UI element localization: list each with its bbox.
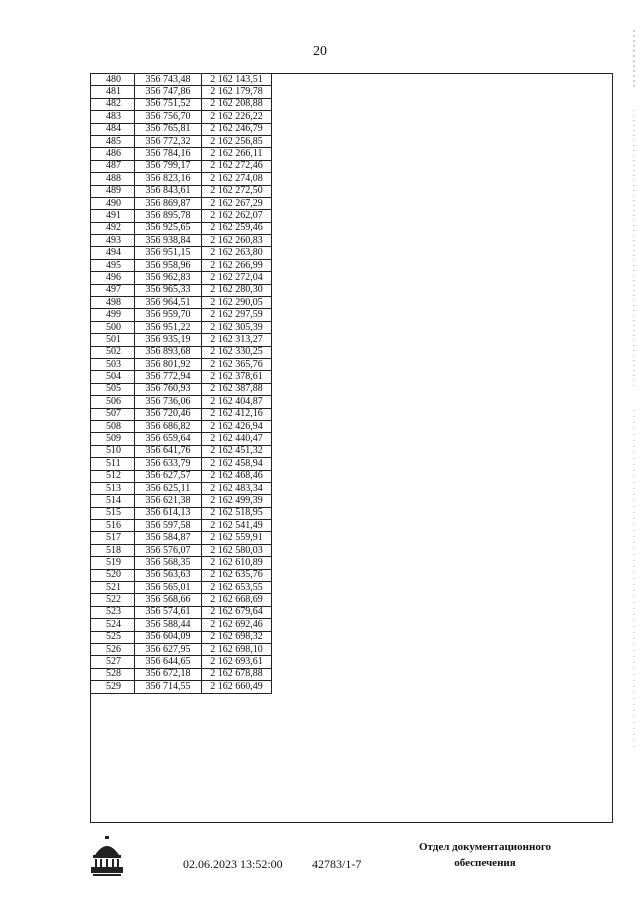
department-line-2: обеспечения bbox=[454, 856, 516, 869]
x-coordinate-cell: 356 714,55 bbox=[135, 681, 202, 693]
point-number-cell: 501 bbox=[91, 334, 135, 346]
margin-stamp-marks bbox=[630, 30, 638, 750]
point-number-cell: 490 bbox=[91, 197, 135, 209]
y-coordinate-cell: 2 162 179,78 bbox=[202, 86, 272, 98]
y-coordinate-cell: 2 162 274,08 bbox=[202, 173, 272, 185]
point-number-cell: 518 bbox=[91, 544, 135, 556]
x-coordinate-cell: 356 720,46 bbox=[135, 408, 202, 420]
table-row bbox=[91, 557, 272, 569]
y-coordinate-cell: 2 162 698,32 bbox=[202, 631, 272, 643]
point-number-cell: 515 bbox=[91, 507, 135, 519]
point-number-cell: 524 bbox=[91, 619, 135, 631]
point-number-cell: 528 bbox=[91, 668, 135, 680]
y-coordinate-cell: 2 162 267,29 bbox=[202, 197, 272, 209]
table-row bbox=[91, 259, 272, 271]
y-coordinate-cell: 2 162 260,83 bbox=[202, 235, 272, 247]
point-number-cell: 491 bbox=[91, 210, 135, 222]
table-row bbox=[91, 160, 272, 172]
table-row bbox=[91, 470, 272, 482]
x-coordinate-cell: 356 588,44 bbox=[135, 619, 202, 631]
y-coordinate-cell: 2 162 679,64 bbox=[202, 606, 272, 618]
y-coordinate-cell: 2 162 272,04 bbox=[202, 272, 272, 284]
page-number: 20 bbox=[313, 44, 327, 59]
y-coordinate-cell: 2 162 387,88 bbox=[202, 383, 272, 395]
table-row bbox=[91, 532, 272, 544]
table-row bbox=[91, 594, 272, 606]
table-row bbox=[91, 309, 272, 321]
table-row bbox=[91, 408, 272, 420]
x-coordinate-cell: 356 962,83 bbox=[135, 272, 202, 284]
x-coordinate-cell: 356 935,19 bbox=[135, 334, 202, 346]
table-row bbox=[91, 396, 272, 408]
table-row bbox=[91, 346, 272, 358]
x-coordinate-cell: 356 563,63 bbox=[135, 569, 202, 581]
table-row bbox=[91, 544, 272, 556]
x-coordinate-cell: 356 772,32 bbox=[135, 135, 202, 147]
point-number-cell: 522 bbox=[91, 594, 135, 606]
table-row bbox=[91, 482, 272, 494]
x-coordinate-cell: 356 644,65 bbox=[135, 656, 202, 668]
x-coordinate-cell: 356 869,87 bbox=[135, 197, 202, 209]
x-coordinate-cell: 356 627,95 bbox=[135, 643, 202, 655]
x-coordinate-cell: 356 625,11 bbox=[135, 482, 202, 494]
table-row bbox=[91, 235, 272, 247]
y-coordinate-cell: 2 162 404,87 bbox=[202, 396, 272, 408]
point-number-cell: 481 bbox=[91, 86, 135, 98]
y-coordinate-cell: 2 162 653,55 bbox=[202, 582, 272, 594]
department-line-1: Отдел документационного bbox=[418, 841, 552, 853]
table-row bbox=[91, 631, 272, 643]
x-coordinate-cell: 356 686,82 bbox=[135, 420, 202, 432]
y-coordinate-cell: 2 162 262,07 bbox=[202, 210, 272, 222]
coordinates-table-body bbox=[91, 74, 272, 694]
y-coordinate-cell: 2 162 313,27 bbox=[202, 334, 272, 346]
y-coordinate-cell: 2 162 610,89 bbox=[202, 557, 272, 569]
y-coordinate-cell: 2 162 426,94 bbox=[202, 420, 272, 432]
x-coordinate-cell: 356 747,86 bbox=[135, 86, 202, 98]
department-stamp bbox=[405, 840, 565, 872]
point-number-cell: 516 bbox=[91, 520, 135, 532]
point-number-cell: 511 bbox=[91, 458, 135, 470]
y-coordinate-cell: 2 162 580,03 bbox=[202, 544, 272, 556]
y-coordinate-cell: 2 162 143,51 bbox=[202, 74, 272, 86]
table-row bbox=[91, 334, 272, 346]
table-row bbox=[91, 458, 272, 470]
table-row bbox=[91, 197, 272, 209]
table-row bbox=[91, 284, 272, 296]
y-coordinate-cell: 2 162 263,80 bbox=[202, 247, 272, 259]
x-coordinate-cell: 356 951,15 bbox=[135, 247, 202, 259]
point-number-cell: 508 bbox=[91, 420, 135, 432]
footer-timestamp: 02.06.2023 13:52:00 bbox=[183, 857, 283, 871]
table-row bbox=[91, 371, 272, 383]
point-number-cell: 495 bbox=[91, 259, 135, 271]
y-coordinate-cell: 2 162 635,76 bbox=[202, 569, 272, 581]
y-coordinate-cell: 2 162 559,91 bbox=[202, 532, 272, 544]
x-coordinate-cell: 356 574,61 bbox=[135, 606, 202, 618]
x-coordinate-cell: 356 784,16 bbox=[135, 148, 202, 160]
x-coordinate-cell: 356 633,79 bbox=[135, 458, 202, 470]
x-coordinate-cell: 356 823,16 bbox=[135, 173, 202, 185]
y-coordinate-cell: 2 162 693,61 bbox=[202, 656, 272, 668]
point-number-cell: 504 bbox=[91, 371, 135, 383]
x-coordinate-cell: 356 799,17 bbox=[135, 160, 202, 172]
table-row bbox=[91, 321, 272, 333]
y-coordinate-cell: 2 162 468,46 bbox=[202, 470, 272, 482]
point-number-cell: 520 bbox=[91, 569, 135, 581]
point-number-cell: 496 bbox=[91, 272, 135, 284]
table-row bbox=[91, 123, 272, 135]
table-row bbox=[91, 507, 272, 519]
y-coordinate-cell: 2 162 518,95 bbox=[202, 507, 272, 519]
x-coordinate-cell: 356 895,78 bbox=[135, 210, 202, 222]
point-number-cell: 500 bbox=[91, 321, 135, 333]
point-number-cell: 494 bbox=[91, 247, 135, 259]
x-coordinate-cell: 356 641,76 bbox=[135, 445, 202, 457]
y-coordinate-cell: 2 162 297,59 bbox=[202, 309, 272, 321]
point-number-cell: 485 bbox=[91, 135, 135, 147]
table-row bbox=[91, 606, 272, 618]
y-coordinate-cell: 2 162 541,49 bbox=[202, 520, 272, 532]
x-coordinate-cell: 356 756,70 bbox=[135, 111, 202, 123]
point-number-cell: 517 bbox=[91, 532, 135, 544]
x-coordinate-cell: 356 576,07 bbox=[135, 544, 202, 556]
y-coordinate-cell: 2 162 440,47 bbox=[202, 433, 272, 445]
x-coordinate-cell: 356 743,48 bbox=[135, 74, 202, 86]
point-number-cell: 493 bbox=[91, 235, 135, 247]
table-row bbox=[91, 297, 272, 309]
table-row bbox=[91, 668, 272, 680]
x-coordinate-cell: 356 627,57 bbox=[135, 470, 202, 482]
x-coordinate-cell: 356 938,84 bbox=[135, 235, 202, 247]
table-row bbox=[91, 86, 272, 98]
x-coordinate-cell: 356 751,52 bbox=[135, 98, 202, 110]
point-number-cell: 525 bbox=[91, 631, 135, 643]
x-coordinate-cell: 356 959,70 bbox=[135, 309, 202, 321]
table-row bbox=[91, 111, 272, 123]
y-coordinate-cell: 2 162 290,05 bbox=[202, 297, 272, 309]
y-coordinate-cell: 2 162 246,79 bbox=[202, 123, 272, 135]
x-coordinate-cell: 356 568,66 bbox=[135, 594, 202, 606]
x-coordinate-cell: 356 772,94 bbox=[135, 371, 202, 383]
x-coordinate-cell: 356 568,35 bbox=[135, 557, 202, 569]
table-row bbox=[91, 383, 272, 395]
y-coordinate-cell: 2 162 272,50 bbox=[202, 185, 272, 197]
point-number-cell: 483 bbox=[91, 111, 135, 123]
coordinates-table bbox=[90, 73, 272, 694]
y-coordinate-cell: 2 162 499,39 bbox=[202, 495, 272, 507]
table-row bbox=[91, 272, 272, 284]
y-coordinate-cell: 2 162 256,85 bbox=[202, 135, 272, 147]
table-row bbox=[91, 135, 272, 147]
point-number-cell: 488 bbox=[91, 173, 135, 185]
y-coordinate-cell: 2 162 660,49 bbox=[202, 681, 272, 693]
table-row bbox=[91, 358, 272, 370]
y-coordinate-cell: 2 162 698,10 bbox=[202, 643, 272, 655]
y-coordinate-cell: 2 162 451,32 bbox=[202, 445, 272, 457]
x-coordinate-cell: 356 621,38 bbox=[135, 495, 202, 507]
point-number-cell: 498 bbox=[91, 297, 135, 309]
x-coordinate-cell: 356 765,81 bbox=[135, 123, 202, 135]
x-coordinate-cell: 356 801,92 bbox=[135, 358, 202, 370]
table-row bbox=[91, 495, 272, 507]
point-number-cell: 506 bbox=[91, 396, 135, 408]
point-number-cell: 502 bbox=[91, 346, 135, 358]
point-number-cell: 482 bbox=[91, 98, 135, 110]
point-number-cell: 499 bbox=[91, 309, 135, 321]
y-coordinate-cell: 2 162 208,88 bbox=[202, 98, 272, 110]
x-coordinate-cell: 356 951,22 bbox=[135, 321, 202, 333]
table-row bbox=[91, 656, 272, 668]
point-number-cell: 519 bbox=[91, 557, 135, 569]
x-coordinate-cell: 356 604,09 bbox=[135, 631, 202, 643]
table-row bbox=[91, 148, 272, 160]
y-coordinate-cell: 2 162 378,61 bbox=[202, 371, 272, 383]
x-coordinate-cell: 356 760,93 bbox=[135, 383, 202, 395]
table-row bbox=[91, 433, 272, 445]
table-row bbox=[91, 420, 272, 432]
point-number-cell: 510 bbox=[91, 445, 135, 457]
point-number-cell: 497 bbox=[91, 284, 135, 296]
table-row bbox=[91, 520, 272, 532]
table-row bbox=[91, 74, 272, 86]
y-coordinate-cell: 2 162 678,88 bbox=[202, 668, 272, 680]
point-number-cell: 486 bbox=[91, 148, 135, 160]
table-row bbox=[91, 247, 272, 259]
y-coordinate-cell: 2 162 412,16 bbox=[202, 408, 272, 420]
point-number-cell: 512 bbox=[91, 470, 135, 482]
x-coordinate-cell: 356 565,01 bbox=[135, 582, 202, 594]
x-coordinate-cell: 356 965,33 bbox=[135, 284, 202, 296]
x-coordinate-cell: 356 958,96 bbox=[135, 259, 202, 271]
y-coordinate-cell: 2 162 266,11 bbox=[202, 148, 272, 160]
table-row bbox=[91, 569, 272, 581]
point-number-cell: 521 bbox=[91, 582, 135, 594]
y-coordinate-cell: 2 162 483,34 bbox=[202, 482, 272, 494]
y-coordinate-cell: 2 162 305,39 bbox=[202, 321, 272, 333]
point-number-cell: 529 bbox=[91, 681, 135, 693]
y-coordinate-cell: 2 162 668,69 bbox=[202, 594, 272, 606]
point-number-cell: 484 bbox=[91, 123, 135, 135]
y-coordinate-cell: 2 162 272,46 bbox=[202, 160, 272, 172]
table-row bbox=[91, 222, 272, 234]
table-row bbox=[91, 643, 272, 655]
x-coordinate-cell: 356 893,68 bbox=[135, 346, 202, 358]
table-row bbox=[91, 98, 272, 110]
x-coordinate-cell: 356 614,13 bbox=[135, 507, 202, 519]
x-coordinate-cell: 356 672,18 bbox=[135, 668, 202, 680]
x-coordinate-cell: 356 597,58 bbox=[135, 520, 202, 532]
point-number-cell: 503 bbox=[91, 358, 135, 370]
table-row bbox=[91, 619, 272, 631]
x-coordinate-cell: 356 925,65 bbox=[135, 222, 202, 234]
point-number-cell: 509 bbox=[91, 433, 135, 445]
x-coordinate-cell: 356 584,87 bbox=[135, 532, 202, 544]
footer-document-id: 42783/1-7 bbox=[312, 857, 362, 871]
point-number-cell: 480 bbox=[91, 74, 135, 86]
y-coordinate-cell: 2 162 259,46 bbox=[202, 222, 272, 234]
point-number-cell: 492 bbox=[91, 222, 135, 234]
x-coordinate-cell: 356 736,06 bbox=[135, 396, 202, 408]
table-row bbox=[91, 185, 272, 197]
x-coordinate-cell: 356 843,61 bbox=[135, 185, 202, 197]
point-number-cell: 526 bbox=[91, 643, 135, 655]
y-coordinate-cell: 2 162 226,22 bbox=[202, 111, 272, 123]
table-row bbox=[91, 681, 272, 693]
y-coordinate-cell: 2 162 458,94 bbox=[202, 458, 272, 470]
x-coordinate-cell: 356 659,64 bbox=[135, 433, 202, 445]
table-row bbox=[91, 582, 272, 594]
point-number-cell: 527 bbox=[91, 656, 135, 668]
duma-building-icon bbox=[90, 833, 124, 877]
x-coordinate-cell: 356 964,51 bbox=[135, 297, 202, 309]
table-row bbox=[91, 445, 272, 457]
point-number-cell: 514 bbox=[91, 495, 135, 507]
y-coordinate-cell: 2 162 266,99 bbox=[202, 259, 272, 271]
point-number-cell: 523 bbox=[91, 606, 135, 618]
point-number-cell: 487 bbox=[91, 160, 135, 172]
point-number-cell: 513 bbox=[91, 482, 135, 494]
table-row bbox=[91, 173, 272, 185]
point-number-cell: 505 bbox=[91, 383, 135, 395]
point-number-cell: 489 bbox=[91, 185, 135, 197]
y-coordinate-cell: 2 162 280,30 bbox=[202, 284, 272, 296]
y-coordinate-cell: 2 162 365,76 bbox=[202, 358, 272, 370]
y-coordinate-cell: 2 162 330,25 bbox=[202, 346, 272, 358]
table-row bbox=[91, 210, 272, 222]
y-coordinate-cell: 2 162 692,46 bbox=[202, 619, 272, 631]
point-number-cell: 507 bbox=[91, 408, 135, 420]
